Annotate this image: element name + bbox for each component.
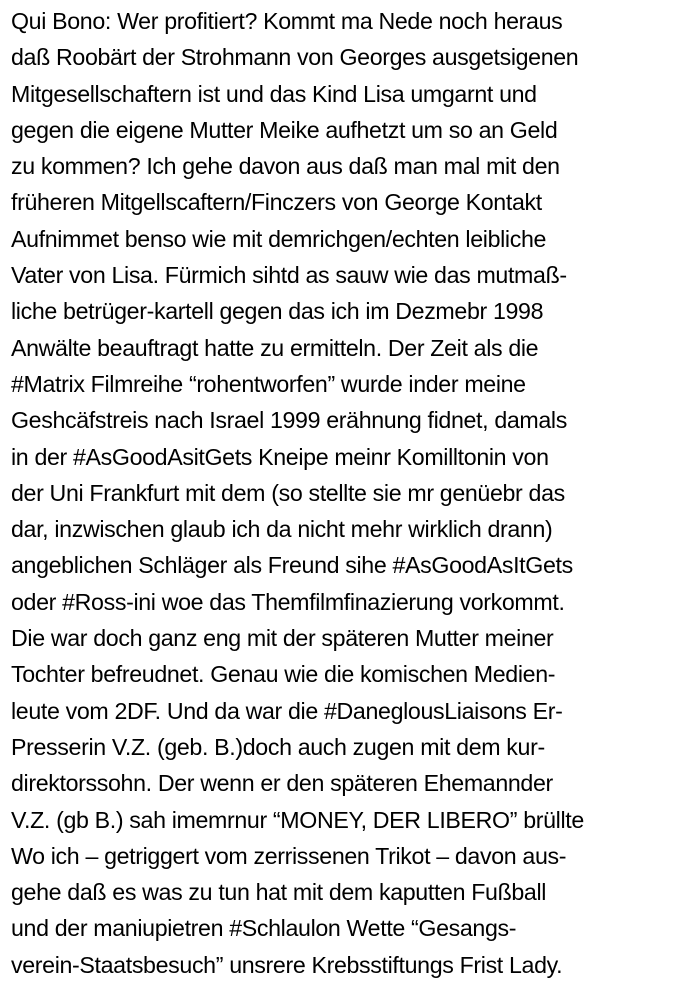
text-line-25: gehe daß es was zu tun hat mit dem kaputten Fußball xyxy=(11,879,547,906)
text-line-10: Anwälte beauftragt hatte zu ermitteln. Der Zeit als die xyxy=(11,334,539,361)
text-line-16: angeblichen Schläger als Freund sihe #AsGoodAsItGets xyxy=(11,552,573,579)
text-line-11: #Matrix Filmreihe “rohentworfen” wurde inder meine xyxy=(11,370,526,397)
text-line-4: gegen die eigene Mutter Meike aufhetzt um so an Geld xyxy=(11,116,558,143)
text-line-22: direktorssohn. Der wenn er den späteren Ehemannder xyxy=(11,770,553,797)
text-line-3: Mitgesellschaftern ist und das Kind Lisa umgarnt und xyxy=(11,80,537,107)
text-line-26: und der maniupietren #Schlaulon Wette “Gesangs- xyxy=(11,915,517,942)
text-line-5: zu kommen? Ich gehe davon aus daß man mal mit den xyxy=(11,153,560,180)
text-line-13: in der #AsGoodAsitGets Kneipe meinr Komilltonin von xyxy=(11,443,549,470)
text-line-6: früheren Mitgellscaftern/Finczers von George Kontakt xyxy=(11,189,542,216)
text-line-1: Qui Bono: Wer profitiert? Kommt ma Nede noch heraus xyxy=(11,8,563,34)
text-line-7: Aufnimmet benso wie mit demrichgen/echten leibliche xyxy=(11,225,547,252)
text-line-2: daß Roobärt der Strohmann von Georges ausgetsigenen xyxy=(11,44,579,71)
text-line-9: liche betrüger-kartell gegen das ich im Dezmebr 1998 xyxy=(11,298,544,325)
text-line-21: Presserin V.Z. (geb. B.)doch auch zugen mit dem kur- xyxy=(11,733,545,760)
text-line-14: der Uni Frankfurt mit dem (so stellte sie mr genüebr das xyxy=(11,479,565,506)
text-line-15: dar, inzwischen glaub ich da nicht mehr wirklich drann) xyxy=(11,516,553,543)
text-line-23: V.Z. (gb B.) sah imemrnur “MONEY, DER LIBERO” brüllte xyxy=(11,806,584,833)
text-line-20: leute vom 2DF. Und da war die #DaneglousLiaisons Er- xyxy=(11,697,563,724)
text-line-8: Vater von Lisa. Fürmich sihtd as sauw wie das mutmaß- xyxy=(11,262,567,289)
text-line-12: Geshcäfstreis nach Israel 1999 erähnung fidnet, damals xyxy=(11,407,567,434)
text-line-18: Die war doch ganz eng mit der späteren Mutter meiner xyxy=(11,625,554,652)
document-page xyxy=(11,3,681,983)
text-line-27: verein-Staatsbesuch” unsrere Krebsstiftungs Frist Lady. xyxy=(11,951,563,978)
text-line-19: Tochter befreudnet. Genau wie die komischen Medien- xyxy=(11,661,556,688)
text-line-24: Wo ich – getriggert vom zerrissenen Trikot – davon aus- xyxy=(11,842,567,869)
text-line-17: oder #Ross-ini woe das Themfilmfinazierung vorkommt. xyxy=(11,588,565,615)
